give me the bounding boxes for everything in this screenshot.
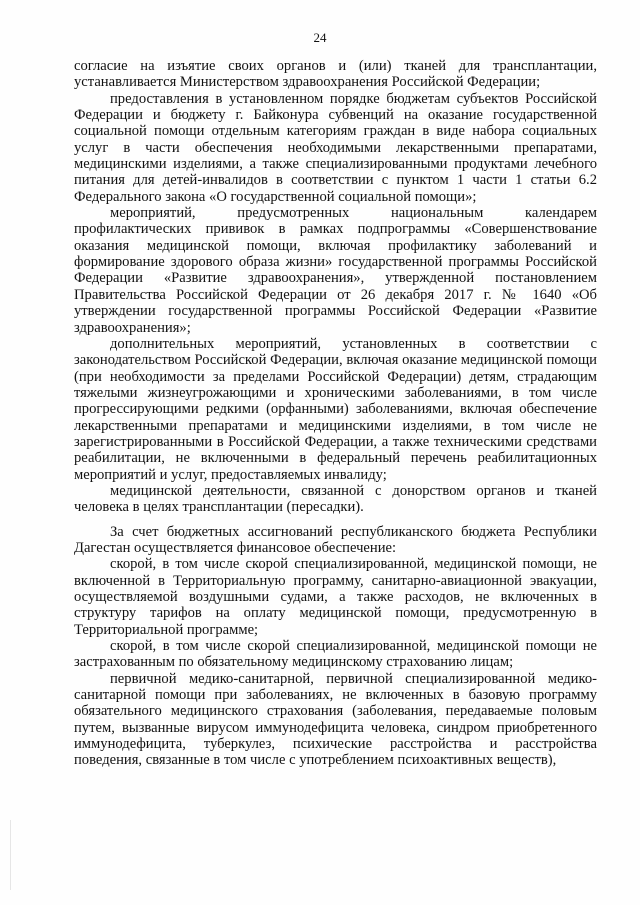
paragraph: скорой, в том числе скорой специализированной, медицинской помощи, не включенной в Территориальную программу, санитарно-авиационной эвакуации, осуществляемой воздушными судами, а также расходов, не включенных в структуру тарифов на оплату медицинской помощи, предусмотренную в Территориальной программе; <box>74 556 597 638</box>
paragraph: медицинской деятельности, связанной с донорством органов и тканей человека в целях трансплантации (пересадки). <box>74 482 597 516</box>
paragraph: За счет бюджетных ассигнований республиканского бюджета Республики Дагестан осуществляется финансовое обеспечение: <box>74 523 597 556</box>
paragraph: первичной медико-санитарной, первичной специализированной медико-санитарной помощи при заболеваниях, не включенных в базовую программу обязательного медицинского страхования (заболевания, передаваемые половым путем, вызванные вирусом иммунодефицита человека, синдром приобретенного иммунодефицита, туберкулез, психические расстройства и расстройства поведения, связанные в том числе с употреблением психоактивных веществ), <box>74 670 597 769</box>
paragraph: скорой, в том числе скорой специализированной, медицинской помощи не застрахованным по обязательному медицинскому страхованию лицам; <box>74 638 597 671</box>
page-number: 24 <box>313 30 327 45</box>
paragraph: согласие на изъятие своих органов и (или) тканей для трансплантации, устанавливается Министерством здравоохранения Российской Федерации; <box>74 58 597 91</box>
paragraph: предоставления в установленном порядке бюджетам субъектов Российской Федерации и бюджету г. Байконура субвенций на оказание государственной социальной помощи отдельным категориям граждан в виде набора социальных услуг в части обеспечения необходимыми лекарственными препаратами, медицинскими изделиями, а также специализированными продуктами лечебного питания для детей-инвалидов в соответствии с пунктом 1 части 1 статьи 6.2 Федерального закона «О государственной социальной помощи»; <box>74 90 597 205</box>
paragraph: дополнительных мероприятий, установленных в соответствии с законодательством Российской Федерации, включая оказание медицинской помощи (при необходимости за пределами Российской Федерации) детям, страдающим тяжелыми жизнеугрожающими и хроническими заболеваниями, в том числе прогрессирующими редкими (орфанными) заболеваниями, включая обеспечение лекарственными препаратами и медицинскими изделиями, в том числе не зарегистрированными в Российской Федерации, а также техническими средствами реабилитации, не включенными в федеральный перечень реабилитационных мероприятий и услуг, предоставляемых инвалиду; <box>74 335 597 483</box>
document-body <box>74 58 597 769</box>
scan-edge-mark <box>10 820 11 890</box>
paragraph: мероприятий, предусмотренных национальным календарем профилактических прививок в рамках подпрограммы «Совершенствование оказания медицинской помощи, включая профилактику заболеваний и формирование здорового образа жизни» государственной программы Российской Федерации «Развитие здравоохранения», утвержденной постановлением Правительства Российской Федерации от 26 декабря 2017 г. № 1640 «Об утверждении государственной программы Российской Федерации «Развитие здравоохранения»; <box>74 205 597 336</box>
